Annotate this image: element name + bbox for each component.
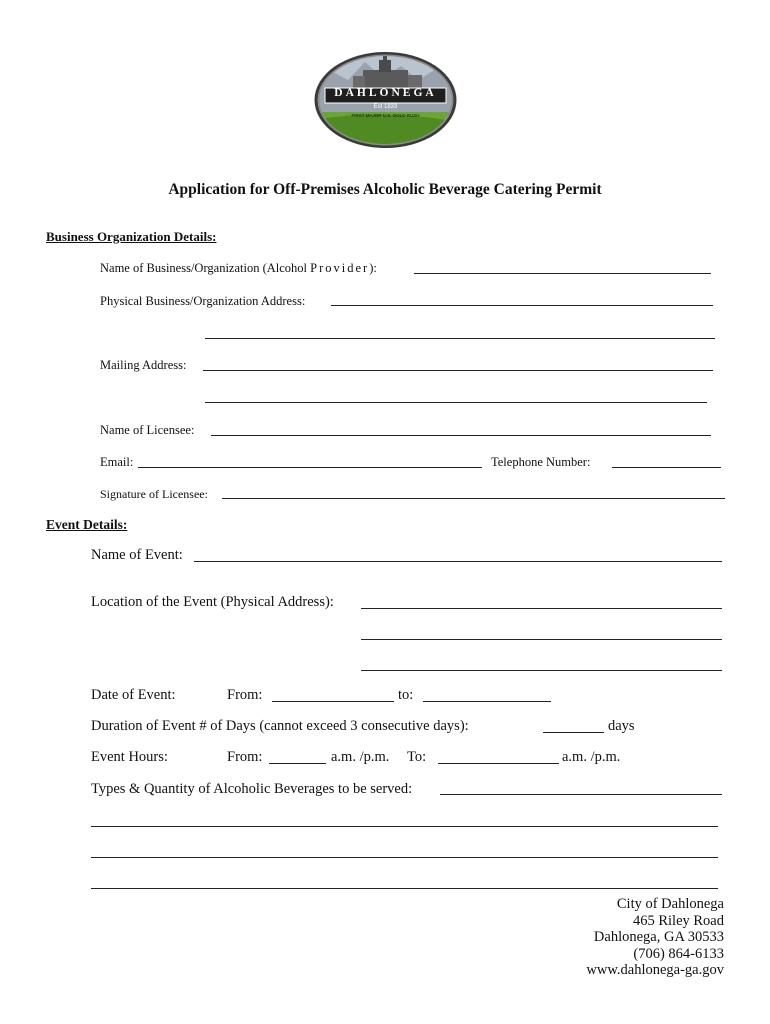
mailing-address-field-1[interactable] (203, 370, 713, 371)
licensee-name-field[interactable] (211, 435, 711, 436)
event-name-label: Name of Event: (91, 547, 183, 563)
event-hours-to-field[interactable] (438, 763, 559, 764)
event-date-label: Date of Event: (91, 687, 176, 703)
beverage-types-field-2[interactable] (91, 826, 718, 827)
mailing-address-field-2[interactable] (205, 402, 707, 403)
city-logo (313, 50, 458, 150)
email-field[interactable] (138, 467, 482, 468)
event-hours-from-label: From: (227, 749, 263, 765)
event-date-from-label: From: (227, 687, 263, 703)
licensee-name-label: Name of Licensee: (100, 423, 195, 437)
email-label: Email: (100, 455, 134, 469)
event-date-to-label: to: (398, 687, 414, 703)
beverage-types-field-1[interactable] (440, 794, 722, 795)
event-hours-label: Event Hours: (91, 749, 168, 765)
beverage-types-field-3[interactable] (91, 857, 718, 858)
event-hours-from-field[interactable] (269, 763, 326, 764)
event-location-field-3[interactable] (361, 670, 722, 671)
event-duration-label: Duration of Event # of Days (cannot exceed 3 consecutive days): (91, 718, 469, 734)
event-date-from-field[interactable] (272, 701, 394, 702)
event-hours-ampm-1: a.m. /p.m. (331, 749, 390, 765)
event-hours-to-label: To: (407, 749, 427, 765)
event-location-field-1[interactable] (361, 608, 722, 609)
telephone-label: Telephone Number: (491, 455, 591, 469)
form-title: Application for Off-Premises Alcoholic Beverage Catering Permit (168, 181, 602, 198)
business-section-heading: Business Organization Details: (46, 229, 217, 244)
event-date-to-field[interactable] (423, 701, 551, 702)
mailing-address-label: Mailing Address: (100, 358, 187, 372)
business-name-field[interactable] (414, 273, 711, 274)
address-line-city-state-zip: Dahlonega, GA 30533 (593, 929, 724, 945)
event-location-label: Location of the Event (Physical Address): (91, 594, 334, 610)
event-duration-field[interactable] (543, 732, 604, 733)
logo-city-name: DAHLONEGA (334, 87, 437, 99)
event-location-field-2[interactable] (361, 639, 722, 640)
signature-label: Signature of Licensee: (100, 487, 208, 501)
event-duration-days-label: days (608, 718, 635, 734)
physical-address-label: Physical Business/Organization Address: (100, 294, 306, 308)
signature-field[interactable] (222, 498, 725, 499)
city-address-block (586, 896, 724, 979)
event-hours-ampm-2: a.m. /p.m. (562, 749, 621, 765)
address-line-website: www.dahlonega-ga.gov (586, 962, 724, 978)
event-name-field[interactable] (194, 561, 722, 562)
beverage-types-field-4[interactable] (91, 888, 718, 889)
business-name-label: Name of Business/Organization (Alcohol Provider): (100, 261, 377, 275)
logo-subtitle: FIRST MAJOR U.S. GOLD RUSH (351, 113, 420, 118)
physical-address-field-1[interactable] (331, 305, 713, 306)
telephone-field[interactable] (612, 467, 721, 468)
event-section-heading: Event Details: (46, 517, 128, 532)
beverage-types-label: Types & Quantity of Alcoholic Beverages to be served: (91, 781, 413, 797)
address-line-city: City of Dahlonega (616, 896, 724, 912)
address-line-phone: (706) 864-6133 (633, 945, 724, 962)
physical-address-field-2[interactable] (205, 338, 715, 339)
address-line-street: 465 Riley Road (632, 912, 724, 929)
logo-tagline: Est 1833 (373, 104, 398, 110)
